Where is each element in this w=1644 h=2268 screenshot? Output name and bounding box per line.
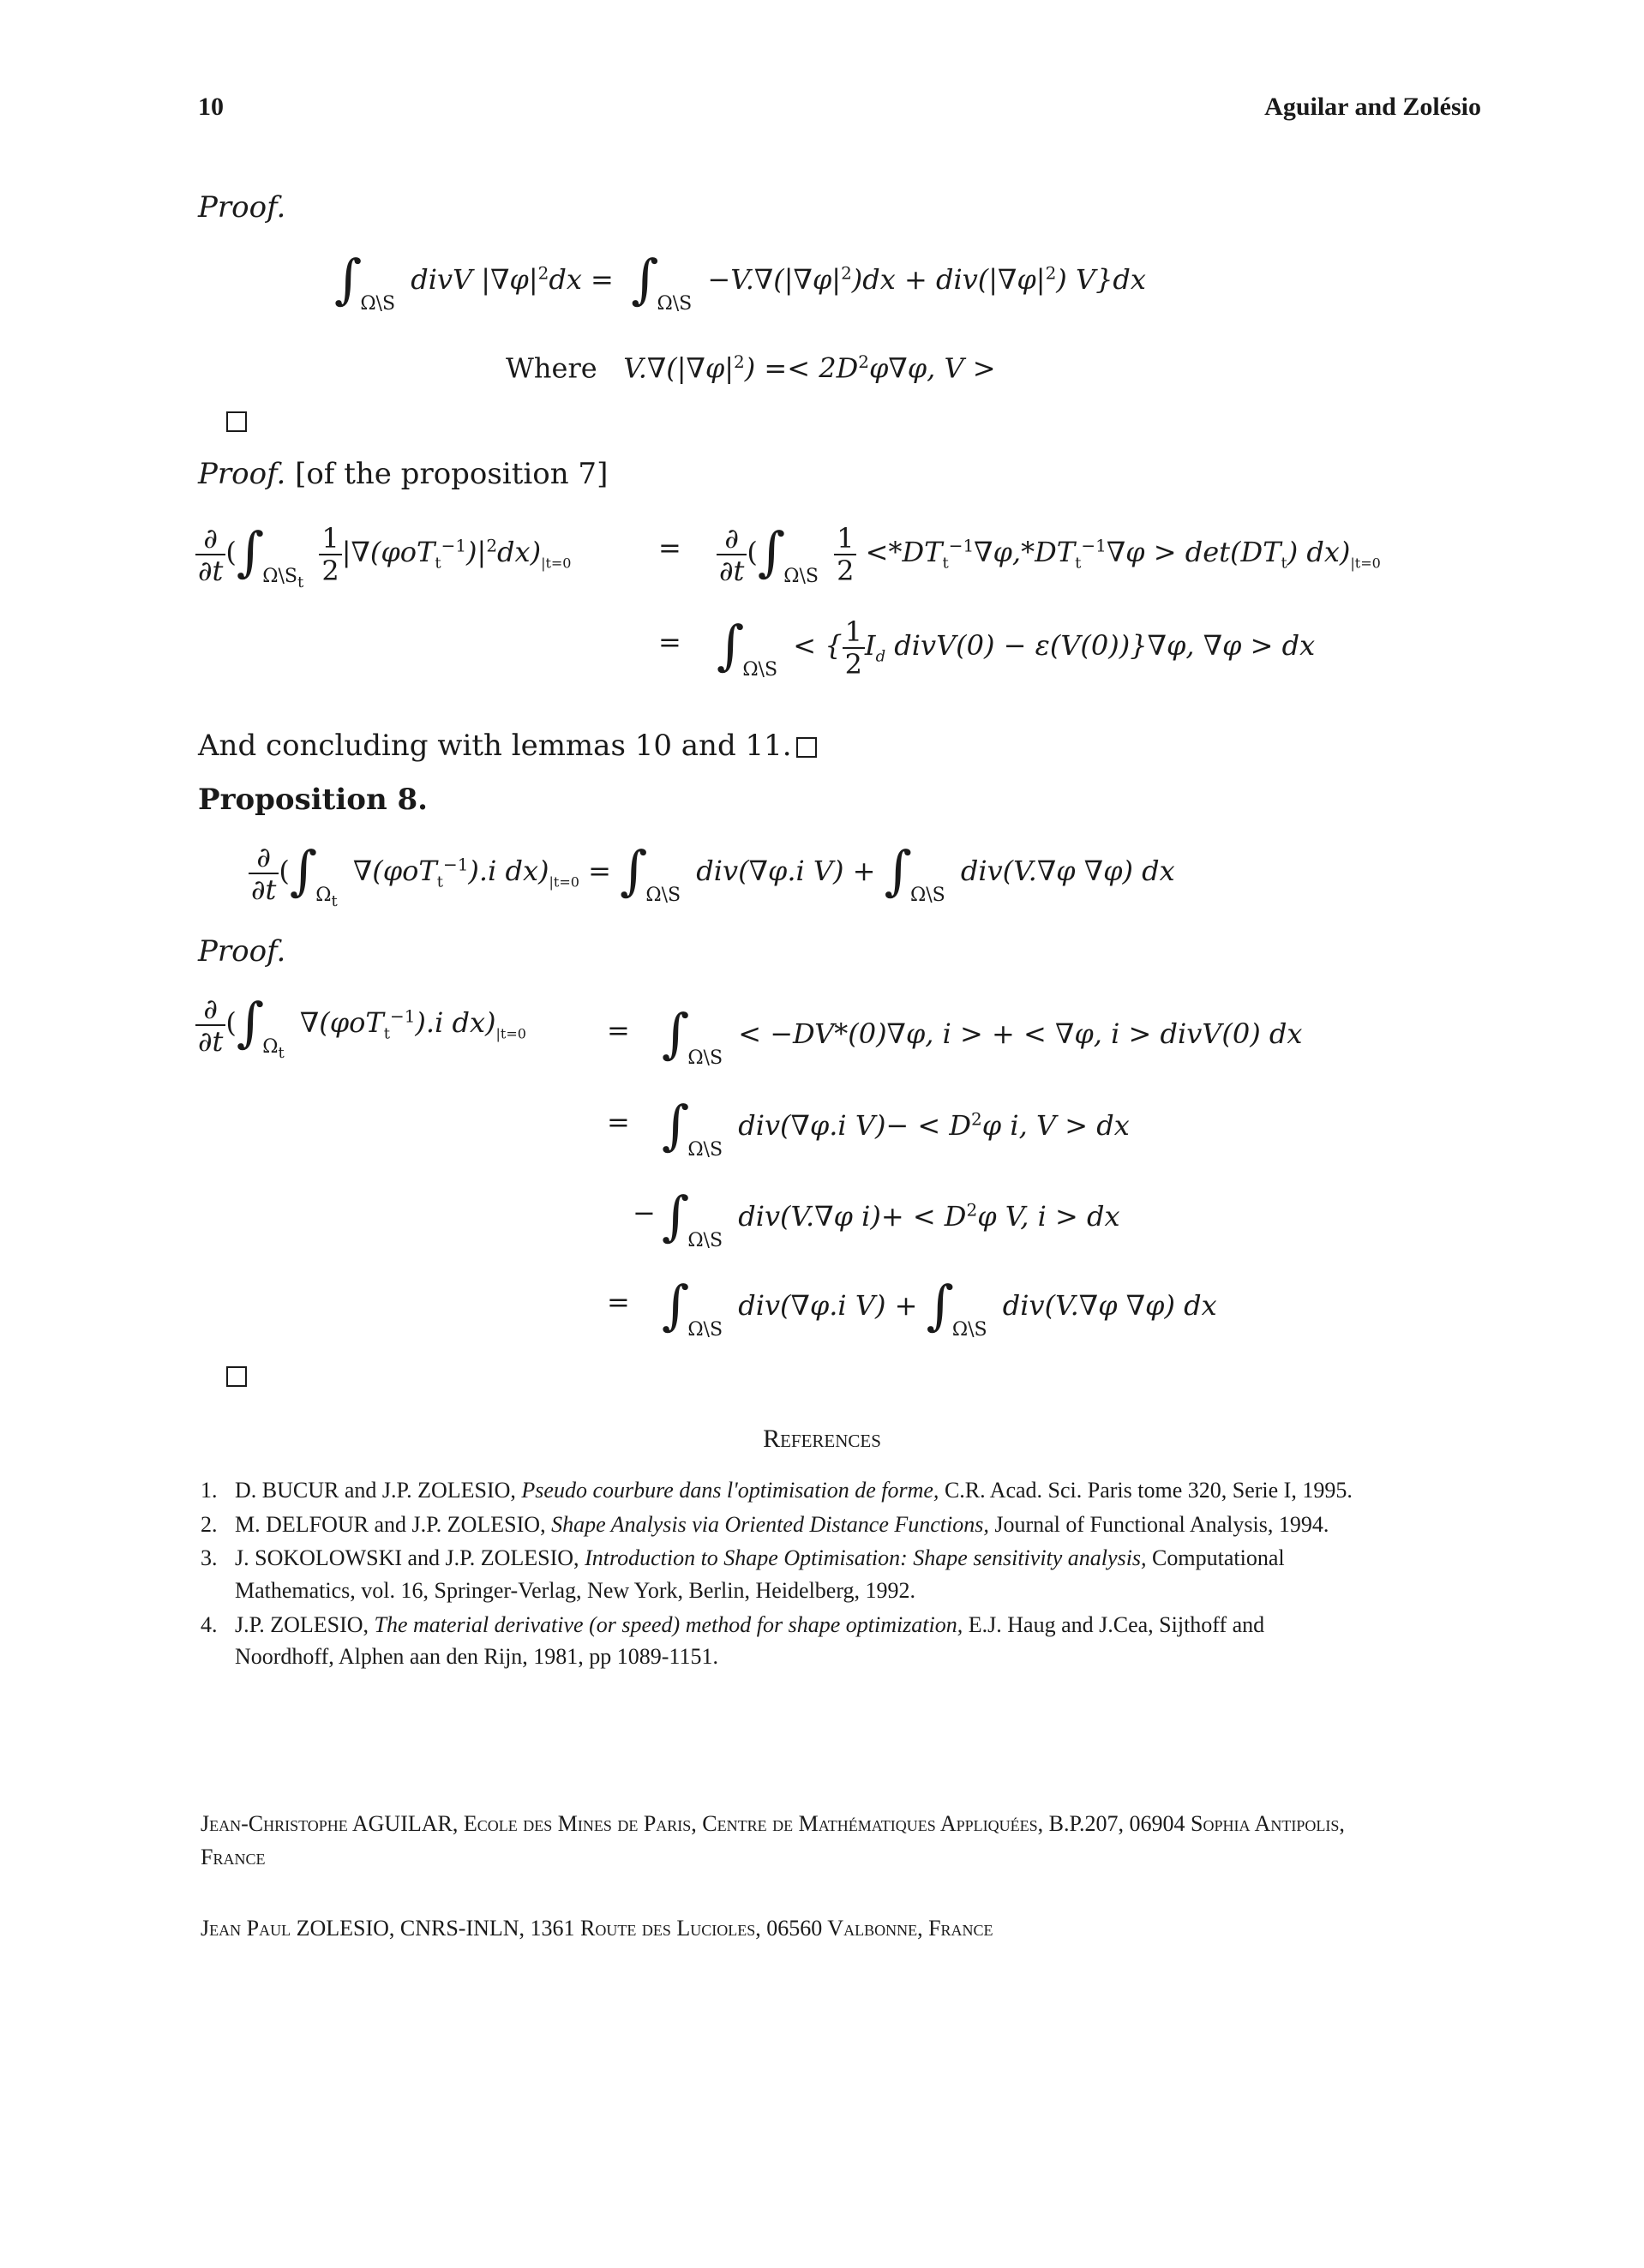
reference-item: 1. D. BUCUR and J.P. ZOLESIO, Pseudo courbure dans l'optimisation de forme, C.R. Acad. Sci. Paris tome 320, Serie I, 1995. <box>201 1478 1353 1503</box>
minus-3c: − <box>633 1197 656 1229</box>
where-clause: Where $V.\nabla(|\nabla\varphi|^2) =< 2D^2\varphi\nabla\varphi$, V > <box>506 351 996 385</box>
equation-2-lhs: $\frac{\partial}{\partial t}$ ($\int_{\Omega\backslash S_t}$ $\frac{1}{2}$ $|\nabla(\varphi oT_t^{-1})|^2dx)_{|t=0}$ <box>195 517 571 585</box>
equals-2a: = <box>658 531 681 564</box>
equation-3-line1: $\int_{\Omega\backslash S} < -DV*(0)\nabla\varphi$, i > + < ∇φ, i > divV(0) dx <box>662 1002 1303 1069</box>
proposition-8-equation: $\frac{\partial}{\partial t}$ ($\int_{\Omega_t}$ ∇(φoT$_t^{-1}$).i $dx)_{|t=0} = \int_{\Omega\backslash S}$ div(∇φ.i $V) + \int_{\Omega\backslash S}$ div(V.∇φ ∇φ) dx <box>249 836 1175 903</box>
equals-3d: = <box>607 1286 630 1318</box>
equation-2-rhs1: $\frac{\partial}{\partial t}$ ($\int_{\Omega\backslash S}$ $\frac{1}{2}$ $<*DT_t^{-1}\nabla\varphi,*DT_t^{-1}\nabla\varphi > \det(DT_t)$ $dx)_{|t=0}$ <box>717 517 1381 585</box>
reference-item: 3. J. SOKOLOWSKI and J.P. ZOLESIO, Introduction to Shape Optimisation: Shape sensitivity analysis, Computational Mathematics, vol. 16, Springer-Verlag, New York, Berlin, Heidelberg, 1992. <box>201 1545 1285 1604</box>
equation-2-rhs2: $\int_{\Omega\backslash S}$ < { $\frac{1}{2}$ $I_d$ divV(0) − ε(V(0))}∇φ, ∇φ > dx <box>717 614 1316 681</box>
references-list <box>201 1474 1358 1675</box>
author-address-1: Jean-Christophe AGUILAR, Ecole des Mines de Paris, Centre de Mathématiques Appliquées, B.P.207, 06904 Sophia Antipolis, France <box>201 1811 1345 1869</box>
where-label: Where <box>506 351 597 385</box>
equation-3-lhs: $\frac{\partial}{\partial t}$ ($\int_{\Omega_t}$ ∇(φoT$_t^{-1}$).i $dx)_{|t=0}$ <box>195 987 526 1055</box>
proof-label-1: Proof. <box>198 190 286 225</box>
running-header-authors: Aguilar and Zolésio <box>1264 93 1481 121</box>
reference-item: 2. M. DELFOUR and J.P. ZOLESIO, Shape Analysis via Oriented Distance Functions, Journal of Functional Analysis, 1994. <box>201 1511 1329 1537</box>
proof-label-3: Proof. <box>198 934 286 969</box>
reference-item: 4. J.P. ZOLESIO, The material derivative (or speed) method for shape optimization, E.J. Haug and J.Cea, Sijthoff and Noordhoff, Alphen aan den Rijn, 1981, pp 1089-1151. <box>201 1611 1265 1670</box>
references-heading: References <box>763 1425 881 1453</box>
proposition-8-title: Proposition 8. <box>198 783 429 817</box>
qed-box-3 <box>226 1366 247 1387</box>
qed-box-1 <box>226 411 247 432</box>
qed-box-2 <box>796 737 817 758</box>
equation-3-line2: $\int_{\Omega\backslash S}$ div(∇φ.i $V)- < D^2\varphi$ i, V > dx <box>662 1094 1130 1161</box>
equation-1: $\int_{\Omega\backslash S}$ divV $|\nabla\varphi|^2dx = \int_{\Omega\backslash S} -V.\nabla(|\nabla\varphi|^2)dx + div(|\nabla\varphi|^2)$ V}dx <box>334 248 1146 315</box>
equation-3-line3: $\int_{\Omega\backslash S}$ div(V.∇φ $i)+ < D^2\varphi$ V, i > dx <box>662 1185 1120 1251</box>
equals-3a: = <box>607 1014 630 1047</box>
proof-label-2-line: Proof. [of the proposition 7] <box>198 457 609 491</box>
page-number: 10 <box>198 93 224 121</box>
equals-3b: = <box>607 1106 630 1138</box>
author-address-2: Jean Paul ZOLESIO, CNRS-INLN, 1361 Route des Lucioles, 06560 Valbonne, France <box>201 1916 993 1941</box>
equation-3-line4: $\int_{\Omega\backslash S}$ div(∇φ.i $V) + \int_{\Omega\backslash S}$ div(V.∇φ ∇φ) dx <box>662 1274 1217 1341</box>
concluding-sentence: And concluding with lemmas 10 and 11. <box>198 729 792 763</box>
equals-2b: = <box>658 626 681 658</box>
